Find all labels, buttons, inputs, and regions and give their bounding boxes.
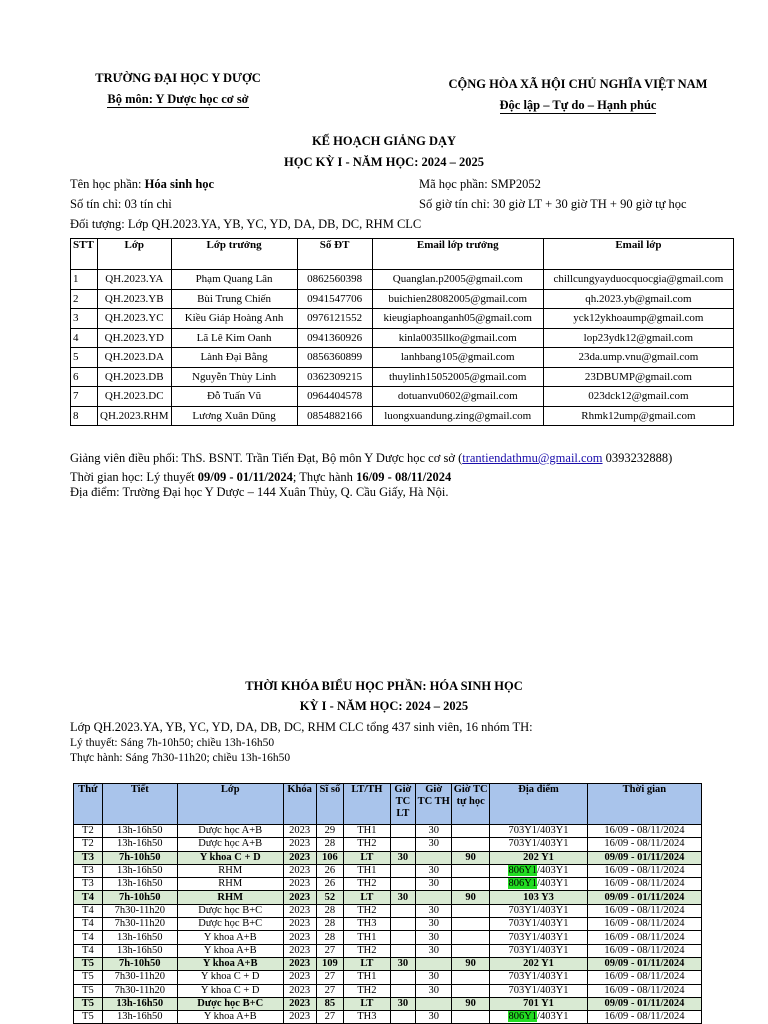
type-cell: LT: [344, 891, 390, 904]
study-time-mid: ; Thực hành: [292, 470, 357, 484]
self-study-cell: [452, 904, 490, 917]
stt-cell: 4: [71, 328, 98, 348]
class-table-row: [71, 367, 734, 387]
self-study-cell: [452, 971, 490, 984]
class-cell: QH.2023.YC: [98, 309, 172, 329]
header-location: Địa điểm: [490, 784, 588, 825]
time-cell: 16/09 - 08/11/2024: [587, 918, 701, 931]
leader-cell: Đỗ Tuấn Vũ: [171, 387, 297, 407]
day-cell: T3: [74, 851, 103, 864]
credits: Số tín chỉ: 03 tín chỉ: [70, 197, 172, 211]
location-cell: 103 Y3: [490, 891, 588, 904]
th-hours-cell: [416, 957, 452, 970]
period-cell: 13h-16h50: [102, 864, 177, 877]
cohort-cell: 2023: [283, 918, 316, 931]
th-hours-cell: 30: [416, 864, 452, 877]
timetable-row: [74, 838, 702, 851]
header-cohort: Khóa: [283, 784, 316, 825]
location-cell: 703Y1/403Y1: [490, 984, 588, 997]
timetable: [73, 783, 702, 1024]
secondary-room: /403Y1: [537, 865, 569, 877]
cohort-cell: 2023: [283, 944, 316, 957]
leader-email-cell: luongxuandung.zing@gmail.com: [372, 406, 543, 426]
period-cell: 7h30-11h20: [102, 918, 177, 931]
cohort-cell: 2023: [283, 904, 316, 917]
highlighted-room: 806Y1: [508, 865, 538, 877]
type-cell: TH1: [344, 864, 390, 877]
time-cell: 16/09 - 08/11/2024: [587, 1011, 701, 1024]
leader-cell: Lành Đại Bằng: [171, 348, 297, 368]
stt-cell: 1: [71, 270, 98, 290]
size-cell: 28: [316, 918, 344, 931]
time-cell: 16/09 - 08/11/2024: [587, 944, 701, 957]
lt-hours-cell: [390, 1011, 416, 1024]
type-cell: TH2: [344, 944, 390, 957]
leader-email-cell: dotuanvu0602@gmail.com: [372, 387, 543, 407]
timetable-row: [74, 878, 702, 891]
coordinator-prefix: Giảng viên điều phối: ThS. BSNT. Trần Tiến Đạt, Bộ môn Y Dược học cơ sở (: [70, 451, 463, 465]
day-cell: T5: [74, 957, 103, 970]
day-cell: T4: [74, 944, 103, 957]
class-cell: Dược học B+C: [177, 997, 283, 1010]
time-cell: 16/09 - 08/11/2024: [587, 931, 701, 944]
th-hours-cell: 30: [416, 878, 452, 891]
size-cell: 52: [316, 891, 344, 904]
location-cell: 703Y1/403Y1: [490, 931, 588, 944]
coordinator-email-link[interactable]: trantiendathmu@gmail.com: [462, 451, 603, 465]
country-name: CỘNG HÒA XÃ HỘI CHỦ NGHĨA VIỆT NAM: [448, 77, 708, 91]
phone-cell: 0941360926: [297, 328, 372, 348]
header-left: [60, 68, 296, 110]
self-study-cell: 90: [452, 997, 490, 1010]
stt-cell: 5: [71, 348, 98, 368]
self-study-cell: 90: [452, 957, 490, 970]
class-email-cell: qh.2023.yb@gmail.com: [543, 289, 733, 309]
phone-cell: 0854882166: [297, 406, 372, 426]
class-cell: Dược học A+B: [177, 838, 283, 851]
class-table-row: [71, 328, 734, 348]
cohort-cell: 2023: [283, 891, 316, 904]
self-study-cell: [452, 1011, 490, 1024]
header-leader-email: Email lớp trưởng: [372, 239, 543, 270]
timetable-row: [74, 971, 702, 984]
study-time-line: [70, 470, 451, 485]
type-cell: TH2: [344, 878, 390, 891]
cohort-cell: 2023: [283, 997, 316, 1010]
timetable-row: [74, 997, 702, 1010]
type-cell: TH1: [344, 931, 390, 944]
location-cell: 703Y1/403Y1: [490, 904, 588, 917]
leader-cell: Bùi Trung Chiến: [171, 289, 297, 309]
size-cell: 28: [316, 838, 344, 851]
time-cell: 09/09 - 01/11/2024: [587, 997, 701, 1010]
class-email-cell: chillcungyayduocquocgia@gmail.com: [543, 270, 733, 290]
header-self-study-hours: Giờ TC tự học: [452, 784, 490, 825]
th-hours-cell: 30: [416, 971, 452, 984]
class-table-row: [71, 348, 734, 368]
th-hours-cell: 30: [416, 944, 452, 957]
class-cell: RHM: [177, 891, 283, 904]
leader-email-cell: thuylinh15052005@gmail.com: [372, 367, 543, 387]
size-cell: 28: [316, 904, 344, 917]
cohort-cell: 2023: [283, 838, 316, 851]
size-cell: 109: [316, 957, 344, 970]
timetable-row: [74, 918, 702, 931]
timetable-row: [74, 864, 702, 877]
location-cell: 703Y1/403Y1: [490, 838, 588, 851]
secondary-room: /403Y1: [537, 1011, 569, 1023]
class-cell: Dược học A+B: [177, 825, 283, 838]
day-cell: T2: [74, 838, 103, 851]
phone-cell: 0976121552: [297, 309, 372, 329]
type-cell: LT: [344, 997, 390, 1010]
location-cell: 703Y1/403Y1: [490, 971, 588, 984]
type-cell: LT: [344, 957, 390, 970]
class-email-cell: lop23ydk12@gmail.com: [543, 328, 733, 348]
timetable-row: [74, 851, 702, 864]
leader-email-cell: kieugiaphoanganh05@gmail.com: [372, 309, 543, 329]
course-name-line: [70, 174, 214, 194]
cohort-cell: 2023: [283, 984, 316, 997]
time-cell: 16/09 - 08/11/2024: [587, 825, 701, 838]
highlighted-room: 806Y1: [508, 1011, 538, 1023]
header-class: Lớp: [177, 784, 283, 825]
header-phone: Số ĐT: [297, 239, 372, 270]
course-code: Mã học phần: SMP2052: [419, 177, 541, 191]
leader-cell: Lã Lê Kim Oanh: [171, 328, 297, 348]
header-lt-hours: Giờ TC LT: [390, 784, 416, 825]
time-cell: 16/09 - 08/11/2024: [587, 864, 701, 877]
cohort-cell: 2023: [283, 957, 316, 970]
class-cell: RHM: [177, 878, 283, 891]
day-cell: T4: [74, 891, 103, 904]
lt-hours-cell: 30: [390, 997, 416, 1010]
time-cell: 16/09 - 08/11/2024: [587, 878, 701, 891]
header-class-leader: Lớp trưởng: [171, 239, 297, 270]
lt-hours-cell: [390, 878, 416, 891]
lt-hours-cell: 30: [390, 957, 416, 970]
timetable-title: THỜI KHÓA BIỂU HỌC PHẦN: HÓA SINH HỌC: [245, 679, 523, 693]
header-period: Tiết: [102, 784, 177, 825]
leader-email-cell: lanhbang105@gmail.com: [372, 348, 543, 368]
lt-hours-cell: [390, 864, 416, 877]
class-cell: Y khoa A+B: [177, 931, 283, 944]
class-table-row: [71, 289, 734, 309]
th-hours-cell: 30: [416, 931, 452, 944]
practice-schedule: Thực hành: Sáng 7h30-11h20; chiều 13h-16h50: [70, 752, 291, 764]
timetable-summary: Lớp QH.2023.YA, YB, YC, YD, DA, DB, DC, RHM CLC tổng 437 sinh viên, 16 nhóm TH:: [70, 720, 533, 734]
th-hours-cell: [416, 891, 452, 904]
period-cell: 7h-10h50: [102, 957, 177, 970]
phone-cell: 0941547706: [297, 289, 372, 309]
time-cell: 16/09 - 08/11/2024: [587, 971, 701, 984]
th-hours-cell: 30: [416, 918, 452, 931]
timetable-row: [74, 944, 702, 957]
cohort-cell: 2023: [283, 878, 316, 891]
class-cell: Y khoa C + D: [177, 984, 283, 997]
cohort-cell: 2023: [283, 1011, 316, 1024]
size-cell: 85: [316, 997, 344, 1010]
period-cell: 13h-16h50: [102, 931, 177, 944]
class-email-cell: Rhmk12ump@gmail.com: [543, 406, 733, 426]
self-study-cell: 90: [452, 851, 490, 864]
day-cell: T3: [74, 864, 103, 877]
class-email-cell: 23da.ump.vnu@gmail.com: [543, 348, 733, 368]
leader-email-cell: kinla0035llko@gmail.com: [372, 328, 543, 348]
phone-cell: 0964404578: [297, 387, 372, 407]
size-cell: 26: [316, 864, 344, 877]
header-time: Thời gian: [587, 784, 701, 825]
school-name: TRƯỜNG ĐẠI HỌC Y DƯỢC: [95, 71, 261, 85]
self-study-cell: [452, 931, 490, 944]
day-cell: T4: [74, 904, 103, 917]
class-cell: QH.2023.YA: [98, 270, 172, 290]
day-cell: T2: [74, 825, 103, 838]
day-cell: T5: [74, 1011, 103, 1024]
leader-email-cell: buichien28082005@gmail.com: [372, 289, 543, 309]
timetable-row: [74, 825, 702, 838]
class-cell: Dược học B+C: [177, 904, 283, 917]
period-cell: 13h-16h50: [102, 825, 177, 838]
course-name: Hóa sinh học: [144, 177, 215, 191]
location-cell: [490, 864, 588, 877]
time-cell: 09/09 - 01/11/2024: [587, 891, 701, 904]
class-cell: Y khoa A+B: [177, 957, 283, 970]
leader-cell: Phạm Quang Lân: [171, 270, 297, 290]
location-cell: 703Y1/403Y1: [490, 825, 588, 838]
class-cell: Dược học B+C: [177, 918, 283, 931]
period-cell: 7h-10h50: [102, 851, 177, 864]
class-table-header: [71, 239, 734, 270]
th-hours-cell: 30: [416, 825, 452, 838]
lt-hours-cell: [390, 944, 416, 957]
time-cell: 16/09 - 08/11/2024: [587, 904, 701, 917]
lt-hours-cell: [390, 984, 416, 997]
day-cell: T5: [74, 971, 103, 984]
class-email-cell: yck12ykhoaump@gmail.com: [543, 309, 733, 329]
leader-cell: Nguyễn Thùy Linh: [171, 367, 297, 387]
type-cell: TH3: [344, 1011, 390, 1024]
day-cell: T4: [74, 918, 103, 931]
location-cell: 701 Y1: [490, 997, 588, 1010]
lt-hours-cell: [390, 971, 416, 984]
th-hours-cell: 30: [416, 984, 452, 997]
day-cell: T3: [74, 878, 103, 891]
th-hours-cell: 30: [416, 904, 452, 917]
day-cell: T5: [74, 997, 103, 1010]
th-hours-cell: 30: [416, 838, 452, 851]
self-study-cell: [452, 838, 490, 851]
class-cell: QH.2023.YD: [98, 328, 172, 348]
header-type: LT/TH: [344, 784, 390, 825]
leader-cell: Lương Xuân Dũng: [171, 406, 297, 426]
class-table-row: [71, 270, 734, 290]
location-line: Địa điểm: Trường Đại học Y Dược – 144 Xuân Thủy, Q. Cầu Giấy, Hà Nội.: [70, 485, 449, 499]
self-study-cell: [452, 864, 490, 877]
class-table-row: [71, 309, 734, 329]
timetable-subtitle: KỲ I - NĂM HỌC: 2024 – 2025: [299, 699, 469, 713]
class-cell: QH.2023.YB: [98, 289, 172, 309]
class-cell: Y khoa A+B: [177, 944, 283, 957]
period-cell: 7h30-11h20: [102, 904, 177, 917]
header-day: Thứ: [74, 784, 103, 825]
coordinator-suffix: 0393232888): [602, 451, 673, 465]
plan-subtitle: HỌC KỲ I - NĂM HỌC: 2024 – 2025: [284, 155, 484, 169]
time-cell: 09/09 - 01/11/2024: [587, 957, 701, 970]
type-cell: LT: [344, 851, 390, 864]
type-cell: TH2: [344, 904, 390, 917]
type-cell: TH3: [344, 918, 390, 931]
size-cell: 106: [316, 851, 344, 864]
self-study-cell: [452, 944, 490, 957]
day-cell: T5: [74, 984, 103, 997]
location-cell: 703Y1/403Y1: [490, 944, 588, 957]
leader-cell: Kiều Giáp Hoàng Anh: [171, 309, 297, 329]
size-cell: 29: [316, 825, 344, 838]
day-cell: T4: [74, 931, 103, 944]
th-hours-cell: 30: [416, 1011, 452, 1024]
size-cell: 27: [316, 984, 344, 997]
class-email-cell: 23DBUMP@gmail.com: [543, 367, 733, 387]
national-motto: Độc lập – Tự do – Hạnh phúc: [499, 98, 657, 112]
lt-hours-cell: [390, 904, 416, 917]
stt-cell: 2: [71, 289, 98, 309]
class-cell: Y khoa C + D: [177, 851, 283, 864]
phone-cell: 0362309215: [297, 367, 372, 387]
plan-title: KẾ HOẠCH GIẢNG DẠY: [311, 134, 457, 148]
self-study-cell: 90: [452, 891, 490, 904]
theory-period: 09/09 - 01/11/2024: [197, 470, 293, 484]
type-cell: TH1: [344, 825, 390, 838]
self-study-cell: [452, 984, 490, 997]
class-cell: QH.2023.DA: [98, 348, 172, 368]
period-cell: 7h30-11h20: [102, 971, 177, 984]
theory-schedule: Lý thuyết: Sáng 7h-10h50; chiều 13h-16h50: [70, 737, 275, 749]
location-cell: 202 Y1: [490, 851, 588, 864]
timetable-row: [74, 904, 702, 917]
class-table-row: [71, 387, 734, 407]
coordinator-line: [70, 450, 672, 467]
timetable-row: [74, 1011, 702, 1024]
time-cell: 16/09 - 08/11/2024: [587, 984, 701, 997]
period-cell: 13h-16h50: [102, 838, 177, 851]
leader-email-cell: Quanglan.p2005@gmail.com: [372, 270, 543, 290]
class-table-row: [71, 406, 734, 426]
th-hours-cell: [416, 851, 452, 864]
cohort-cell: 2023: [283, 825, 316, 838]
stt-cell: 6: [71, 367, 98, 387]
secondary-room: /403Y1: [537, 878, 569, 890]
cohort-cell: 2023: [283, 864, 316, 877]
phone-cell: 0862560398: [297, 270, 372, 290]
lt-hours-cell: 30: [390, 891, 416, 904]
size-cell: 27: [316, 944, 344, 957]
highlighted-room: 806Y1: [508, 878, 538, 890]
time-cell: 09/09 - 01/11/2024: [587, 851, 701, 864]
lt-hours-cell: [390, 931, 416, 944]
size-cell: 27: [316, 1011, 344, 1024]
lt-hours-cell: [390, 825, 416, 838]
lt-hours-cell: [390, 918, 416, 931]
self-study-cell: [452, 918, 490, 931]
class-table: [70, 238, 734, 426]
class-cell: Y khoa C + D: [177, 971, 283, 984]
period-cell: 13h-16h50: [102, 944, 177, 957]
location-cell: [490, 1011, 588, 1024]
th-hours-cell: [416, 997, 452, 1010]
class-cell: Y khoa A+B: [177, 1011, 283, 1024]
location-cell: 202 Y1: [490, 957, 588, 970]
stt-cell: 7: [71, 387, 98, 407]
cohort-cell: 2023: [283, 971, 316, 984]
cohort-cell: 2023: [283, 851, 316, 864]
size-cell: 27: [316, 971, 344, 984]
timetable-header: [74, 784, 702, 825]
class-cell: RHM: [177, 864, 283, 877]
period-cell: 13h-16h50: [102, 1011, 177, 1024]
time-cell: 16/09 - 08/11/2024: [587, 838, 701, 851]
period-cell: 7h-10h50: [102, 891, 177, 904]
phone-cell: 0856360899: [297, 348, 372, 368]
cohort-cell: 2023: [283, 931, 316, 944]
class-cell: QH.2023.DC: [98, 387, 172, 407]
location-cell: [490, 878, 588, 891]
practice-period: 16/09 - 08/11/2024: [356, 470, 452, 484]
class-email-cell: 023dck12@gmail.com: [543, 387, 733, 407]
type-cell: TH2: [344, 838, 390, 851]
header-right: [430, 74, 726, 116]
timetable-row: [74, 931, 702, 944]
lt-hours-cell: [390, 838, 416, 851]
header-stt: STT: [71, 239, 98, 270]
target-classes: Đối tượng: Lớp QH.2023.YA, YB, YC, YD, DA, DB, DC, RHM CLC: [70, 217, 422, 231]
study-time-label: Thời gian học: Lý thuyết: [70, 470, 198, 484]
header-size: Sĩ số: [316, 784, 344, 825]
timetable-row: [74, 891, 702, 904]
period-cell: 7h30-11h20: [102, 984, 177, 997]
type-cell: TH2: [344, 984, 390, 997]
stt-cell: 3: [71, 309, 98, 329]
lt-hours-cell: 30: [390, 851, 416, 864]
credit-hours: Số giờ tín chỉ: 30 giờ LT + 30 giờ TH + 90 giờ tự học: [419, 197, 687, 211]
department-name: Bộ môn: Y Dược học cơ sở: [107, 92, 249, 106]
header-class-email: Email lớp: [543, 239, 733, 270]
self-study-cell: [452, 825, 490, 838]
type-cell: TH1: [344, 971, 390, 984]
period-cell: 13h-16h50: [102, 997, 177, 1010]
timetable-row: [74, 957, 702, 970]
stt-cell: 8: [71, 406, 98, 426]
class-cell: QH.2023.DB: [98, 367, 172, 387]
timetable-row: [74, 984, 702, 997]
size-cell: 28: [316, 931, 344, 944]
course-name-label: Tên học phần:: [70, 177, 145, 191]
self-study-cell: [452, 878, 490, 891]
period-cell: 13h-16h50: [102, 878, 177, 891]
size-cell: 26: [316, 878, 344, 891]
location-cell: 703Y1/403Y1: [490, 918, 588, 931]
header-th-hours: Giờ TC TH: [416, 784, 452, 825]
class-cell: QH.2023.RHM: [98, 406, 172, 426]
header-class: Lớp: [98, 239, 172, 270]
